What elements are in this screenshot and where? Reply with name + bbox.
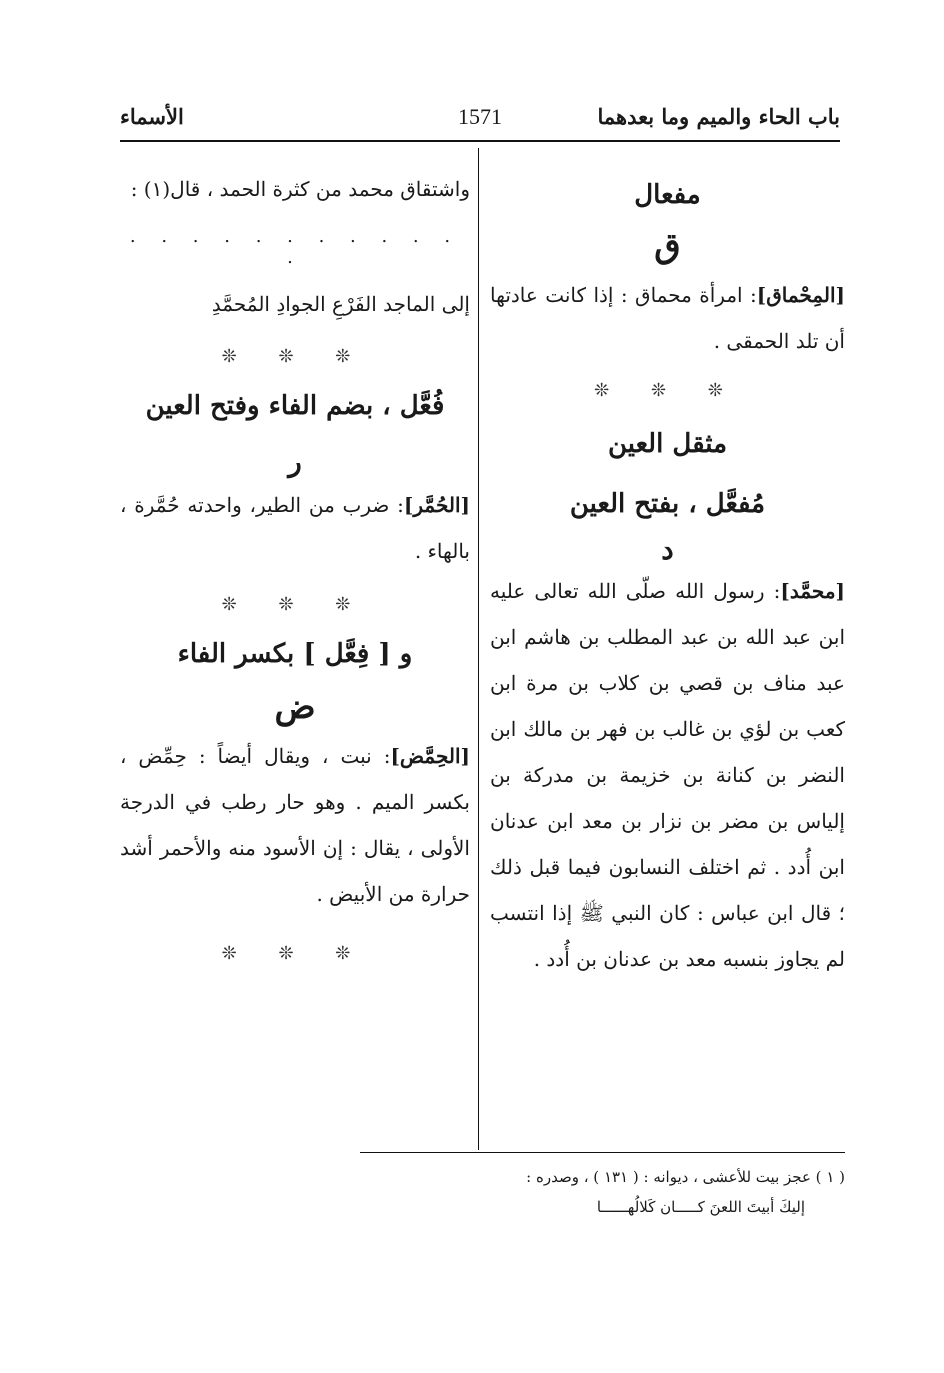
footnote [360,1162,845,1222]
right-column [490,160,845,982]
term-hummar: [الحُمَّر] [403,493,470,517]
separator-stars: ❊ ❊ ❊ [221,594,369,615]
left-column [120,160,470,964]
heading-mufaal: مُفعَّل ، بفتح العين [569,489,766,519]
letter-dad: ض [274,687,316,727]
footnote-line: ( ١ ) عجز بيت للأعشى ، ديوانه : ( ١٣١ ) ، وصدره : [526,1168,845,1186]
page-number: 1571 [458,104,502,129]
letter-ra: ر [288,445,302,478]
entry-mihmaq [490,272,845,364]
definition-hummar: : ضرب من الطير، واحدته حُمَّرة ، بالهاء . [120,493,470,563]
entry-himmad [120,733,470,917]
heading-fiaal: و [ فِعَّل ] بكسر الفاء [177,639,413,669]
chapter-title: باب الحاء والميم وما بعدهما [597,104,840,129]
term-himmad: [الحِمَّض] [390,744,470,768]
term-muhammad: [محمَّد] [780,579,845,603]
entry-muhammad [490,568,845,982]
footnote-rule [360,1152,845,1153]
definition-mihmaq: : امرأة محماق : إذا كانت عادتها أن تلد الحمقى . [490,283,845,353]
derivation-text: واشتقاق محمد من كثرة الحمد ، قال(١) : [130,177,470,201]
heading-fuaal: فُعَّل ، بضم الفاء وفتح العين [145,391,445,421]
letter-qaf: ق [654,226,681,266]
term-mihmaq: [المِحْماق] [756,283,845,307]
footnote-verse: إليكَ أبيتَ اللعنَ كـــــان كَلالُهــــــا [596,1198,805,1216]
entry-hummar [120,482,470,574]
definition-muhammad: : رسول الله صلّى الله تعالى عليه ابن عبد الله بن عبد المطلب بن هاشم ابن عبد مناف بن قصي بن كلاب بن مرة ابن كعب بن لؤي بن غالب بن فهر بن مالك ابن النضر بن كنانة بن خزيمة بن مدركة بن إلياس بن مضر بن نزار بن معد ابن عدنان ابن أُدد . ثم اختلف النسابون فيما قبل ذلك ؛ قال ابن عباس : كان النبي ﷺ إذا انتسب لم يجاوز بنسبه معد بن عدنان بن أُدد . [490,579,845,971]
separator-stars: ❊ ❊ ❊ [594,380,741,401]
verse-line: إلى الماجد الفَرْعِ الجوادِ المُحمَّدِ [211,292,470,316]
heading-mifal: مفعال [634,180,701,210]
section-title: الأسماء [120,104,184,129]
ellipsis-line: . . . . . . . . . . . . [129,226,461,268]
separator-stars: ❊ ❊ ❊ [221,346,369,367]
heading-muthaqqal: مثقل العين [608,429,727,459]
definition-himmad: : نبت ، ويقال أيضاً : حِمِّض ، بكسر الميم . وهو حار رطب في الدرجة الأولى ، يقال : إن الأسود منه والأحمر أشد حرارة من الأبيض . [120,744,470,906]
separator-stars: ❊ ❊ ❊ [221,943,369,964]
running-header [120,100,840,142]
column-divider [478,148,479,1150]
letter-dal: د [661,533,674,566]
